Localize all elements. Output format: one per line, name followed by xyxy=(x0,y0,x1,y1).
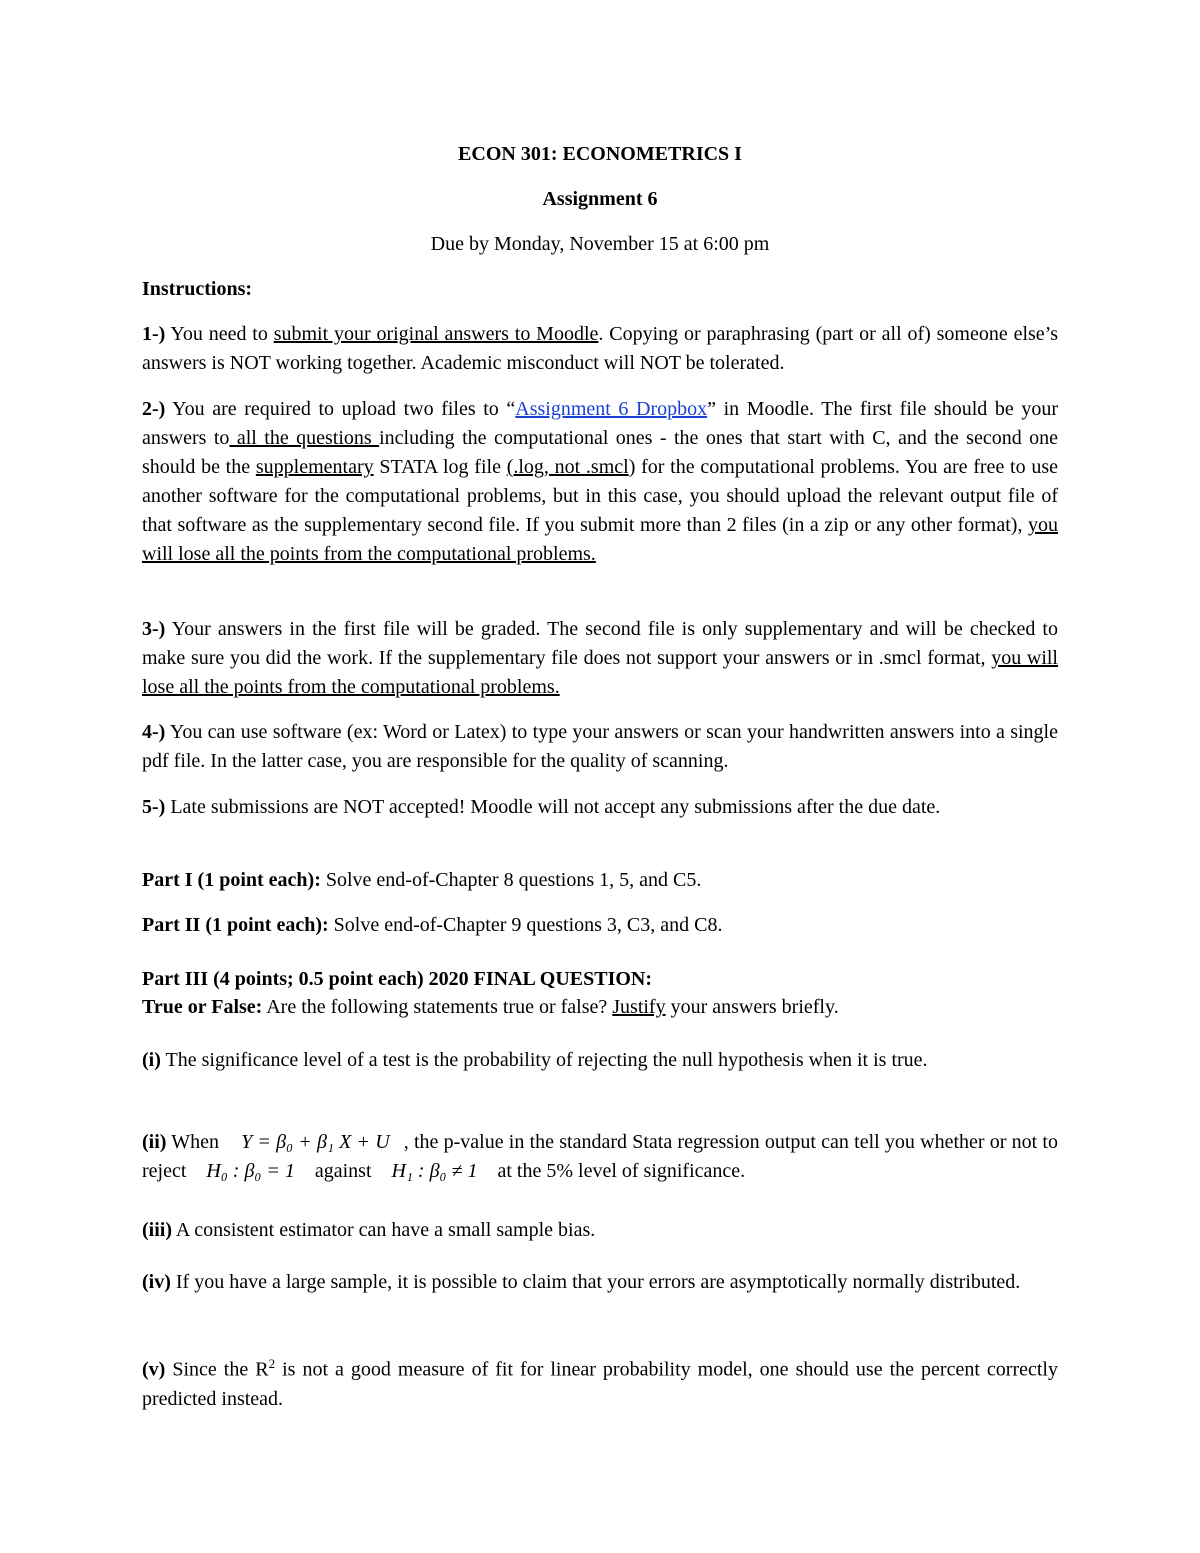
question-number: (iv) xyxy=(142,1271,171,1293)
text: . Copying or paraphrasing (part or all of) someone else’s answers is NOT working together. Academic misconduct will NOT be tolerated. xyxy=(142,323,1058,374)
text: You can use software (ex: Word or Latex) to type your answers or scan your handwritten answers into a single pdf file. In the latter case, you are responsible for the quality of scanning. xyxy=(142,721,1058,772)
instruction-3 xyxy=(142,615,1058,702)
true-false-label: True or False: xyxy=(142,996,263,1018)
text: ) for the computational problems. You are free to use another software for the computational problems, but in this case, you should upload the relevant output file of that software as the supplementary second file. If you submit more than 2 files (in a zip or any other format), xyxy=(142,456,1059,536)
question-text: Since the R xyxy=(165,1358,269,1381)
instruction-4 xyxy=(142,718,1058,776)
underlined-text: you will lose all the points from the computational problems. xyxy=(142,647,1058,698)
instruction-number: 3-) xyxy=(142,618,166,640)
question-text: at the 5% level of significance. xyxy=(497,1160,746,1182)
text: You need to xyxy=(165,323,274,345)
part-text: Solve end-of-Chapter 8 questions 1, 5, and C5. xyxy=(320,869,702,891)
instruction-number: 2-) xyxy=(142,398,166,420)
question-iii xyxy=(142,1216,1058,1245)
instructions-heading: Instructions: xyxy=(142,278,253,300)
question-text: When xyxy=(166,1131,220,1153)
question-v xyxy=(142,1349,1058,1414)
course-title: ECON 301: ECONOMETRICS I xyxy=(458,143,742,165)
text: Are the following statements true or false? xyxy=(262,996,613,1018)
question-text: against xyxy=(314,1160,372,1182)
underlined-text: you will lose all the points from the computational problems. xyxy=(142,514,1058,565)
instruction-5 xyxy=(142,793,1058,822)
due-date: Due by Monday, November 15 at 6:00 pm xyxy=(430,233,770,255)
question-number: (ii) xyxy=(142,1131,167,1153)
text: your answers briefly. xyxy=(665,996,839,1018)
underlined-text: Justify xyxy=(612,996,666,1018)
text: including the computational ones - the ones that start with C, and the second one should be the xyxy=(142,427,1058,478)
part-2 xyxy=(142,911,1058,940)
question-number: (i) xyxy=(142,1049,161,1071)
question-text: If you have a large sample, it is possible to claim that your errors are asymptotically normally distributed. xyxy=(170,1271,1021,1293)
text: ” in Moodle. The first file should be your answers to xyxy=(142,398,1058,449)
part-label: Part I (1 point each): xyxy=(142,869,321,891)
instruction-number: 4-) xyxy=(142,721,166,743)
equation-alternative-hypothesis: H₁ : β₀ ≠ 1 xyxy=(391,1160,478,1182)
question-text: The significance level of a test is the probability of rejecting the null hypothesis when it is true. xyxy=(160,1049,928,1071)
question-iv xyxy=(142,1268,1058,1297)
text: STATA log file xyxy=(373,456,507,478)
question-number: (iii) xyxy=(142,1219,172,1241)
question-number: (v) xyxy=(142,1358,166,1381)
instruction-number: 5-) xyxy=(142,796,166,818)
assignment-title: Assignment 6 xyxy=(542,188,658,210)
question-text: A consistent estimator can have a small sample bias. xyxy=(172,1219,596,1241)
underlined-text: (.log, not .smcl xyxy=(506,456,629,478)
underlined-text: submit your original answers to Moodle xyxy=(273,323,599,345)
underlined-text: all the questions xyxy=(229,427,380,449)
text: Late submissions are NOT accepted! Moodle will not accept any submissions after the due date. xyxy=(165,796,941,818)
part-3-title: Part III (4 points; 0.5 point each) 2020 FINAL QUESTION: xyxy=(142,968,653,990)
part-label: Part II (1 point each): xyxy=(142,914,329,936)
instruction-2 xyxy=(142,395,1058,569)
instruction-number: 1-) xyxy=(142,323,166,345)
true-false-instruction xyxy=(142,993,1058,1022)
part-1 xyxy=(142,866,1058,895)
question-text: is not a good measure of fit for linear probability model, one should use the percent correctly predicted instead. xyxy=(142,1358,1058,1410)
underlined-text: supplementary xyxy=(255,456,374,478)
part-text: Solve end-of-Chapter 9 questions 3, C3, and C8. xyxy=(328,914,723,936)
equation-null-hypothesis: H₀ : β₀ = 1 xyxy=(206,1160,295,1182)
assignment-dropbox-link[interactable]: Assignment 6 Dropbox xyxy=(515,398,708,420)
superscript: 2 xyxy=(268,1356,276,1371)
question-ii xyxy=(142,1128,1058,1186)
instruction-1 xyxy=(142,320,1058,378)
text: You are required to upload two files to “ xyxy=(165,398,516,420)
question-text: , the p-value in the standard Stata regression output can tell you whether or not to reject xyxy=(142,1131,1058,1182)
question-i xyxy=(142,1046,1058,1075)
text: Your answers in the first file will be graded. The second file is only supplementary and will be checked to make sure you did the work. If the supplementary file does not support your answers or in .smcl format, xyxy=(142,618,1058,669)
equation-model: Y = β₀ + β₁ X + U xyxy=(241,1131,390,1153)
